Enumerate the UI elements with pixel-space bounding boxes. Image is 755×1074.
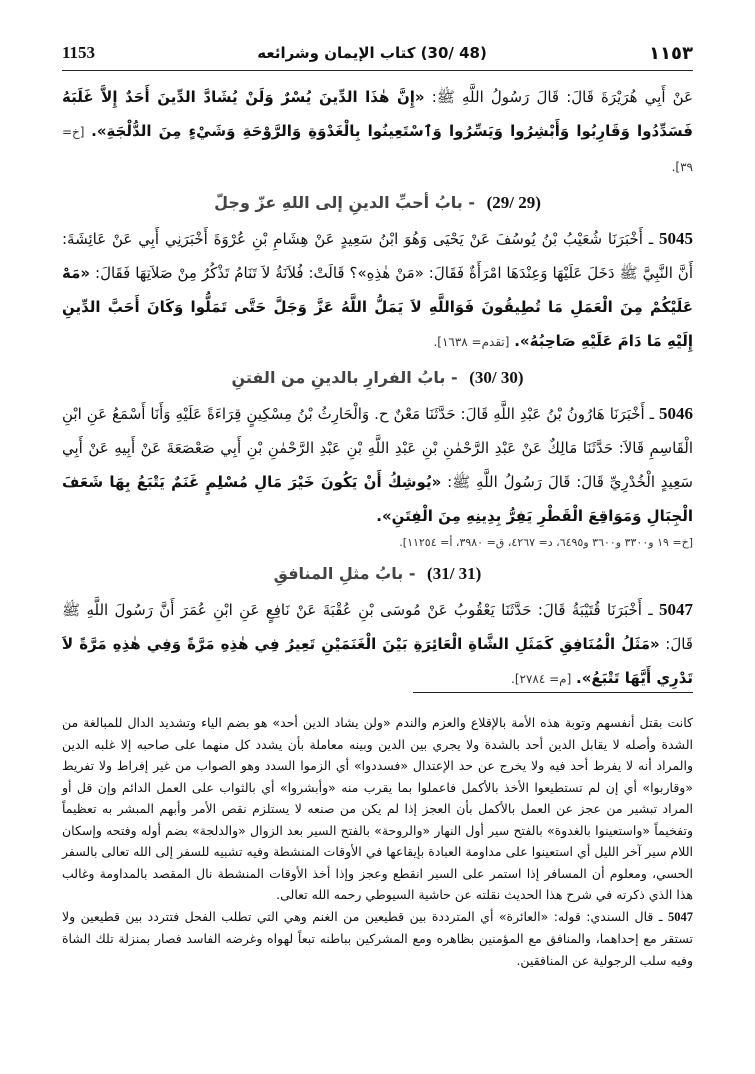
page-number-latin: 1153 (62, 43, 96, 62)
hadith-number: 5047 (658, 600, 693, 619)
running-title: (48 /30) كتاب الإيمان وشرائعه (257, 44, 487, 62)
chapter-number: (31/ 31) (427, 564, 482, 583)
footnote-text: ـ قال السندي: قوله: «العائرة» أي المترددة بين قطيعين من الغنم وهي التي تطلب الفحل فتتردد بين قطيعين ولا تستقر مع إحداهما، والمنافق مع المؤمنين بظاهره ومع المشركين بباطنه تبعاً لهواه وغرضه الفاسد فصار بمنزلة تلك الشاة وفيه سلب الرجولية عن المنافقين. (62, 908, 693, 968)
page-header (62, 36, 693, 71)
main-text (62, 80, 693, 696)
intro-narration: عَنْ أَبِي هُرَيْرَةَ قَالَ: قَالَ رَسُولُ اللَّهِ ﷺ: (431, 88, 693, 106)
hadith-isnad: ـ أَخْبَرَنَا هَارُونُ بْنُ عَبْدِ اللَّهِ قَالَ: حَدَّثَنَا مَعْنٌ ح. وَالْحَارِثُ بْنُ مِسْكِينٍ قِرَاءَةً عَلَيْهِ وَأَنَا أَسْمَعُ عَنِ ابْنِ الْقَاسِمِ قَالاَ: حَدَّثَنَا مَالِكٌ عَنْ عَبْدِ الرَّحْمٰنِ بْنِ عَبْدِ اللَّهِ بْنِ عَبْدِ الرَّحْمٰنِ بْنِ أَبِي صَعْصَعَةَ عَنْ أَبِيهِ عَنْ أَبِي سَعِيدٍ الْخُدْرِيِّ قَالَ: قَالَ رَسُولُ اللَّهِ ﷺ: (62, 405, 693, 491)
hadith-matn: «يُوشِكُ أَنْ يَكُونَ خَيْرَ مَالِ مُسْلِمٍ غَنَمٌ يَتْبَعُ بِهَا شَعَفَ الْجِبَالِ وَمَوَاقِعَ الْقَطْرِ يَفِرُّ بِدِينِهِ مِنَ الْفِتَنِ». (62, 473, 693, 525)
chapter-title: - بابُ الفرارِ بالدينِ من الفتنِ (231, 368, 458, 387)
hadith-number: 5046 (659, 404, 693, 423)
chapter-heading-30 (62, 361, 693, 395)
hadith-ref: [تقدم= ١٦٣٨]. (433, 335, 510, 349)
footnote-paragraph: كانت بقتل أنفسهم وتوبة هذه الأمة بالإقلاع والعزم والندم «ولن يشاد الدين أحد» هو بضم الياء وتشديد الدال للمبالغة من الشدة وأصله لا يقابل الدين أحد بالشدة ولا يجري بين الدين وبينه معاملة بأن يشدد كل منهما على صاحبه إلا غلبه الدين والمراد أنه لا يفرط أحد فيه ولا يخرج عن حد الإعتدال «فسددوا» أي الزموا السدد وهو الصواب من غير إفراط ولا تفريط «وقاربوا» أي إن لم تستطيعوا الأخذ بالأكمل فاعملوا بما يقرب منه «وأبشروا» أي بالثواب على العمل الدائم وإن قل أو المراد تبشير من عجز عن العمل بالأكمل بأن العجز إذا لم يكن من صنعه لا يستلزم نقص الأمر وأبهم المبشر به تعظيماً وتفخيماً «واستعينوا بالغدوة» بالفتح سير أول النهار «والروحة» بالفتح السير بعد الزوال «والدلجة» بضم أوله وفتحه وإسكان اللام سير آخر الليل أي استعينوا على مداومة العبادة بإيقاعها في الأوقات المنشطة وفيه تشبيه للسفر إلى الله تعالى بالسفر الحسي، ومعلوم أن المسافر إذا استمر على السير انقطع وعجز وإذا أخذ الأوقات المنشطة نال المقصد بالمداومة وغالب هذا الذي ذكرته في شرح هذا الحديث نقلته عن حاشية السيوطي رحمه الله تعالى. (62, 715, 693, 902)
hadith-5046 (62, 397, 693, 533)
footnotes (62, 712, 693, 971)
footnote-divider (413, 692, 693, 693)
footnote-number: 5047 (668, 909, 693, 924)
chapter-heading-29 (62, 186, 693, 220)
hadith-ref: [م= ٢٧٨٤]. (511, 672, 572, 686)
hadith-isnad: ـ أَخْبَرَنَا قُتَيْبَةُ قَالَ: حَدَّثَنَا يَعْقُوبُ عَنْ مُوسَى بْنِ عُقْبَةَ عَنْ نَافِعٍ عَنِ ابْنِ عُمَرَ أَنَّ رَسُولَ اللَّهِ ﷺ قَالَ: (62, 601, 693, 653)
footnote-paragraph (62, 906, 693, 972)
intro-ref: [خ= ٣٩]. (62, 125, 693, 174)
chapter-number: (29/ 29) (486, 193, 541, 212)
hadith-5047 (62, 593, 693, 696)
hadith-ref: [خ= ١٩ و٣٣٠٠ و٣٦٠٠ و٦٤٩٥، د= ٤٢٦٧، ق= ٣٩٨٠، أ= ١١٢٥٤]. (399, 536, 693, 549)
intro-paragraph (62, 80, 693, 184)
intro-matn: «إِنَّ هٰذَا الدِّينَ يُسْرٌ وَلَنْ يُشَادَّ الدِّينَ أَحَدٌ إِلاَّ غَلَبَهُ فَسَدِّدُوا وَقَارِبُوا وَأَبْشِرُوا وَيَسِّرُوا وَٱسْتَعِينُوا بِالْغَدْوَةِ وَالرَّوْحَةِ وَشَيْءٍ مِنَ الدُّلْجَةِ». (62, 88, 693, 140)
hadith-isnad: ـ أَخْبَرَنَا شُعَيْبُ بْنُ يُوسُفَ عَنْ يَحْيَى وَهُوَ ابْنُ سَعِيدٍ عَنْ هِشَامِ بْنِ عُرْوَةَ أَخْبَرَنِي أَبِي عَنْ عَائِشَةَ: أَنَّ النَّبِيَّ ﷺ دَخَلَ عَلَيْهَا وَعِنْدَهَا امْرَأَةٌ فَقَالَ: «مَنْ هٰذِهِ»؟ قَالَتْ: فُلاَنَةُ لاَ تَنَامُ تَذْكُرُ مِنْ صَلاَتِهَا فَقَالَ: (62, 230, 693, 282)
chapter-number: (30/ 30) (469, 368, 524, 387)
hadith-5045 (62, 222, 693, 359)
chapter-title: - بابُ مثلِ المنافقِ (273, 564, 416, 583)
page-number-arabic: ١١٥٣ (649, 42, 693, 64)
chapter-heading-31 (62, 557, 693, 591)
hadith-number: 5045 (659, 229, 693, 248)
chapter-title: - بابُ أحبِّ الدينِ إلى اللهِ عزّ وجلّ (214, 193, 475, 212)
hadith-matn: «مَثَلُ الْمُنَافِقِ كَمَثَلِ الشَّاةِ الْعَائِرَةِ بَيْنَ الْغَنَمَيْنِ تَعِيرُ فِي هٰذِهِ مَرَّةً وَفِي هٰذِهِ مَرَّةً لاَ تَدْرِي أَيَّهَا تَتْبَعُ». (62, 635, 693, 687)
hadith-matn: «مَهْ عَلَيْكُمْ مِنَ الْعَمَلِ مَا تُطِيقُونَ فَوَاللَّهِ لاَ يَمَلُّ اللَّهُ عَزَّ وَجَلَّ حَتَّى تَمَلُّوا وَكَانَ أَحَبَّ الدِّينِ إِلَيْهِ مَا دَامَ عَلَيْهِ صَاحِبُهُ». (62, 264, 693, 350)
